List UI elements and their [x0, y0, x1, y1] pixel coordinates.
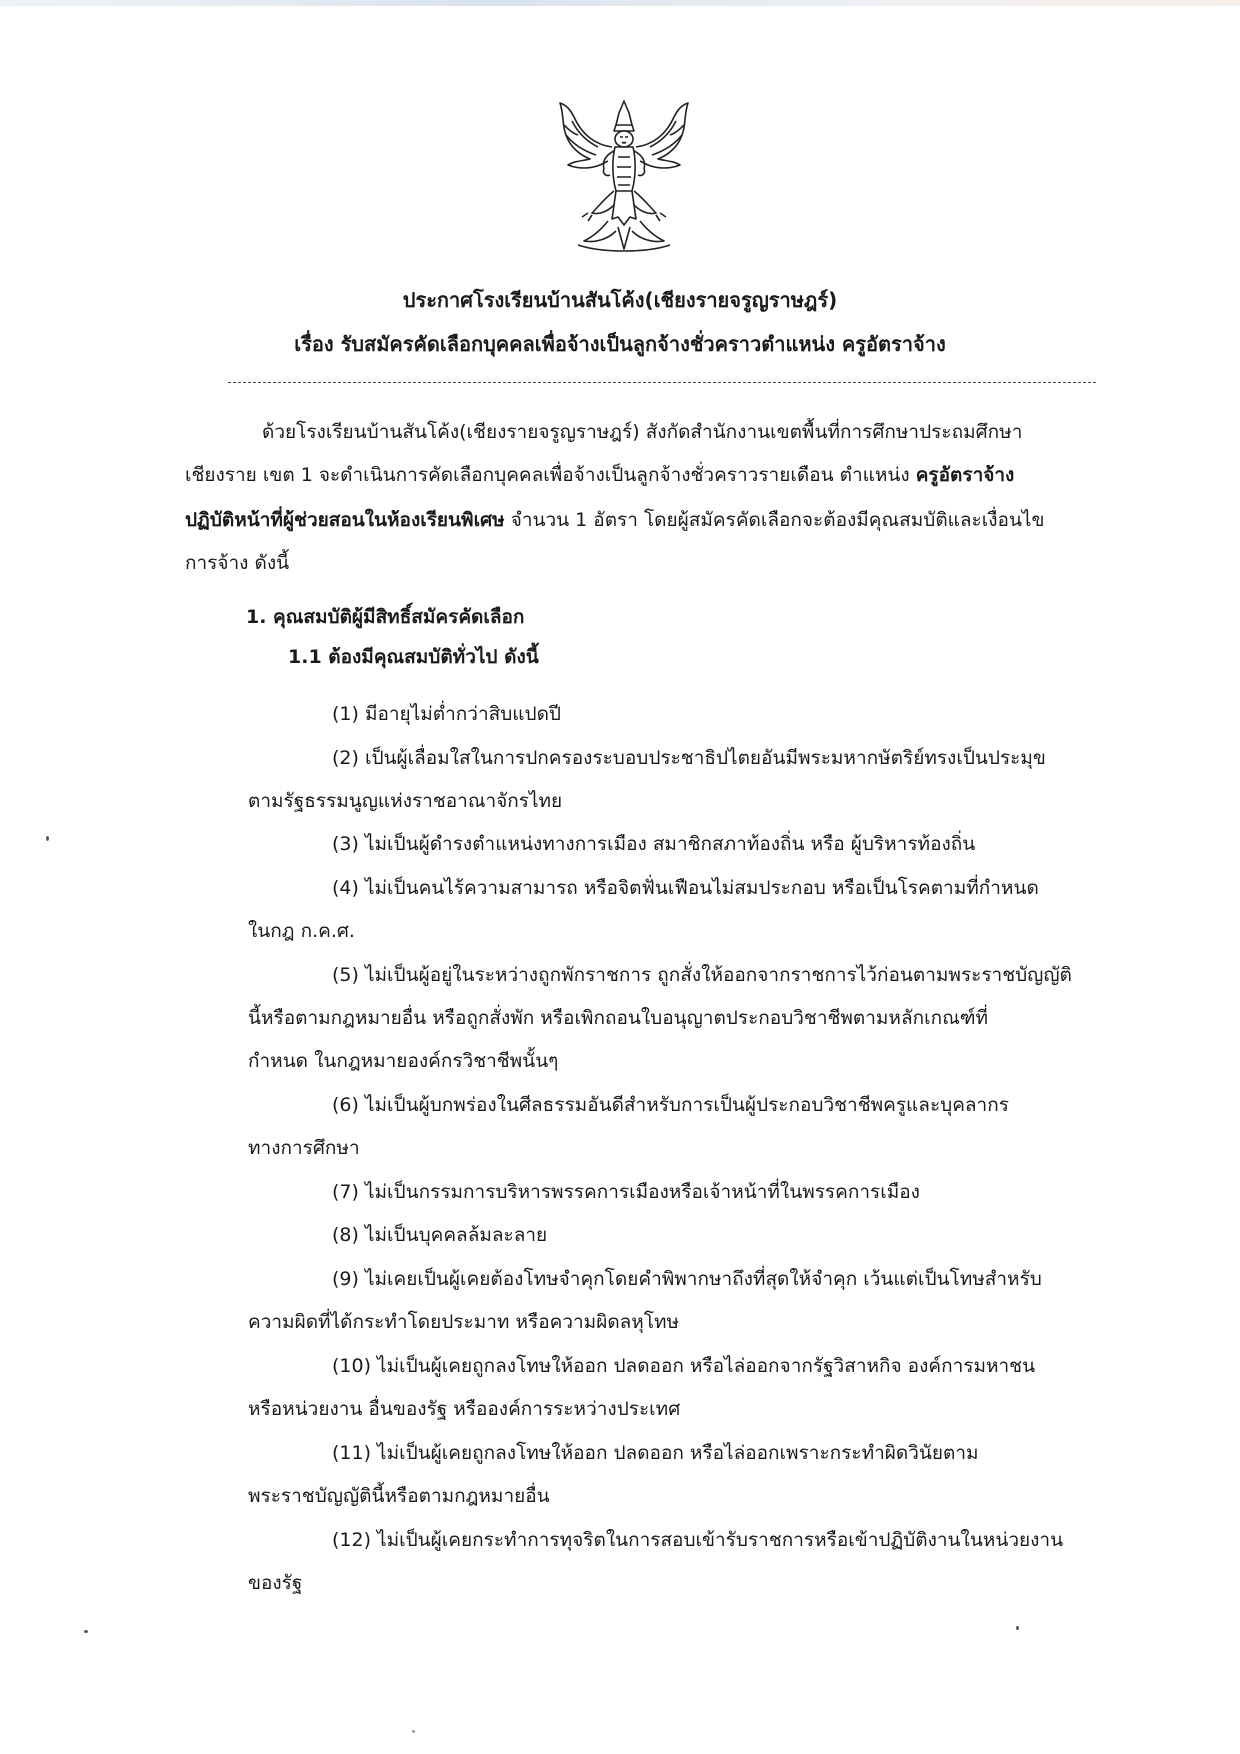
intro-line-2 [185, 461, 1014, 489]
item-6-line-1: (6) ไม่เป็นผู้บกพร่องในศีลธรรมอันดีสำหรับการเป็นผู้ประกอบวิชาชีพครูและบุคลากร [332, 1094, 1009, 1116]
item-5-line-1: (5) ไม่เป็นผู้อยู่ในระหว่างถูกพักราชการ ถูกสั่งให้ออกจากราชการไว้ก่อนตามพระราชบัญญัติ [332, 964, 1072, 986]
dashed-separator [228, 382, 1096, 383]
item-12-line-2: ของรัฐ [248, 1572, 303, 1594]
item-5-line-2: นี้หรือตามกฎหมายอื่น หรือถูกสั่งพัก หรือเพิกถอนใบอนุญาตประกอบวิชาชีพตามหลักเกณฑ์ที่ [248, 1007, 989, 1029]
announcement-subject: เรื่อง รับสมัครคัดเลือกบุคคลเพื่อจ้างเป็นลูกจ้างชั่วคราวตำแหน่ง ครูอัตราจ้าง [294, 332, 946, 356]
item-1-line-1: (1) มีอายุไม่ต่ำกว่าสิบแปดปี [332, 703, 561, 725]
item-4-line-2: ในกฎ ก.ค.ศ. [248, 920, 355, 942]
item-9-line-1: (9) ไม่เคยเป็นผู้เคยต้องโทษจำคุกโดยคำพิพากษาถึงที่สุดให้จำคุก เว้นแต่เป็นโทษสำหรับ [332, 1268, 1042, 1290]
item-2-line-1: (2) เป็นผู้เลื่อมใสในการปกครองระบอบประชาธิปไตยอันมีพระมหากษัตริย์ทรงเป็นประมุข [332, 747, 1046, 769]
item-2-line-2: ตามรัฐธรรมนูญแห่งราชอาณาจักรไทย [248, 790, 563, 812]
item-5-line-3: กำหนด ในกฎหมายองค์กรวิชาชีพนั้นๆ [248, 1050, 559, 1072]
item-3-line-1: (3) ไม่เป็นผู้ดำรงตำแหน่งทางการเมือง สมาชิกสภาท้องถิ่น หรือ ผู้บริหารท้องถิ่น [332, 833, 976, 855]
announcement-title: ประกาศโรงเรียนบ้านสันโค้ง(เชียงรายจรูญราษฎร์) [402, 288, 838, 312]
position-title: ครูอัตราจ้าง [915, 464, 1015, 486]
intro-line-4: การจ้าง ดังนี้ [185, 552, 290, 574]
scan-speck [46, 836, 49, 841]
scan-speck [1016, 1626, 1019, 1630]
intro-line-2-text: เชียงราย เขต 1 จะดำเนินการคัดเลือกบุคคลเพื่อจ้างเป็นลูกจ้างชั่วคราวรายเดือน ตำแหน่ง [185, 464, 916, 486]
item-10-line-1: (10) ไม่เป็นผู้เคยถูกลงโทษให้ออก ปลดออก หรือไล่ออกจากรัฐวิสาหกิจ องค์การมหาชน [332, 1355, 1036, 1377]
section-1-1-heading: 1.1 ต้องมีคุณสมบัติทั่วไป ดังนี้ [288, 646, 539, 668]
item-9-line-2: ความผิดที่ได้กระทำโดยประมาท หรือความผิดลหุโทษ [248, 1311, 680, 1333]
position-duty: ปฏิบัติหน้าที่ผู้ช่วยสอนในห้องเรียนพิเศษ [185, 509, 505, 531]
item-7-line-1: (7) ไม่เป็นกรรมการบริหารพรรคการเมืองหรือเจ้าหน้าที่ในพรรคการเมือง [332, 1181, 920, 1203]
section-1-heading: 1. คุณสมบัติผู้มีสิทธิ์สมัครคัดเลือก [246, 606, 525, 628]
item-6-line-2: ทางการศึกษา [248, 1137, 360, 1159]
intro-line-1: ด้วยโรงเรียนบ้านสันโค้ง(เชียงรายจรูญราษฎร์) สังกัดสำนักงานเขตพื้นที่การศึกษาประถมศึกษา [262, 421, 1023, 443]
item-11-line-1: (11) ไม่เป็นผู้เคยถูกลงโทษให้ออก ปลดออก หรือไล่ออกเพราะกระทำผิดวินัยตาม [332, 1442, 979, 1464]
item-12-line-1: (12) ไม่เป็นผู้เคยกระทำการทุจริตในการสอบเข้ารับราชการหรือเข้าปฏิบัติงานในหน่วยงาน [332, 1529, 1064, 1551]
scan-speck [84, 1630, 88, 1633]
item-11-line-2: พระราชบัญญัตินี้หรือตามกฎหมายอื่น [248, 1485, 550, 1507]
scan-speck [412, 1730, 415, 1733]
item-10-line-2: หรือหน่วยงาน อื่นของรัฐ หรือองค์การระหว่างประเทศ [248, 1398, 681, 1420]
garuda-emblem-icon [552, 95, 696, 255]
intro-line-3-text: จำนวน 1 อัตรา โดยผู้สมัครคัดเลือกจะต้องมีคุณสมบัติและเงื่อนไข [504, 509, 1045, 531]
scan-edge-stain [0, 0, 1240, 6]
item-8-line-1: (8) ไม่เป็นบุคคลล้มละลาย [332, 1224, 548, 1246]
item-4-line-1: (4) ไม่เป็นคนไร้ความสามารถ หรือจิตฟั่นเฟือนไม่สมประกอบ หรือเป็นโรคตามที่กำหนด [332, 877, 1039, 899]
intro-line-3 [185, 506, 1044, 534]
